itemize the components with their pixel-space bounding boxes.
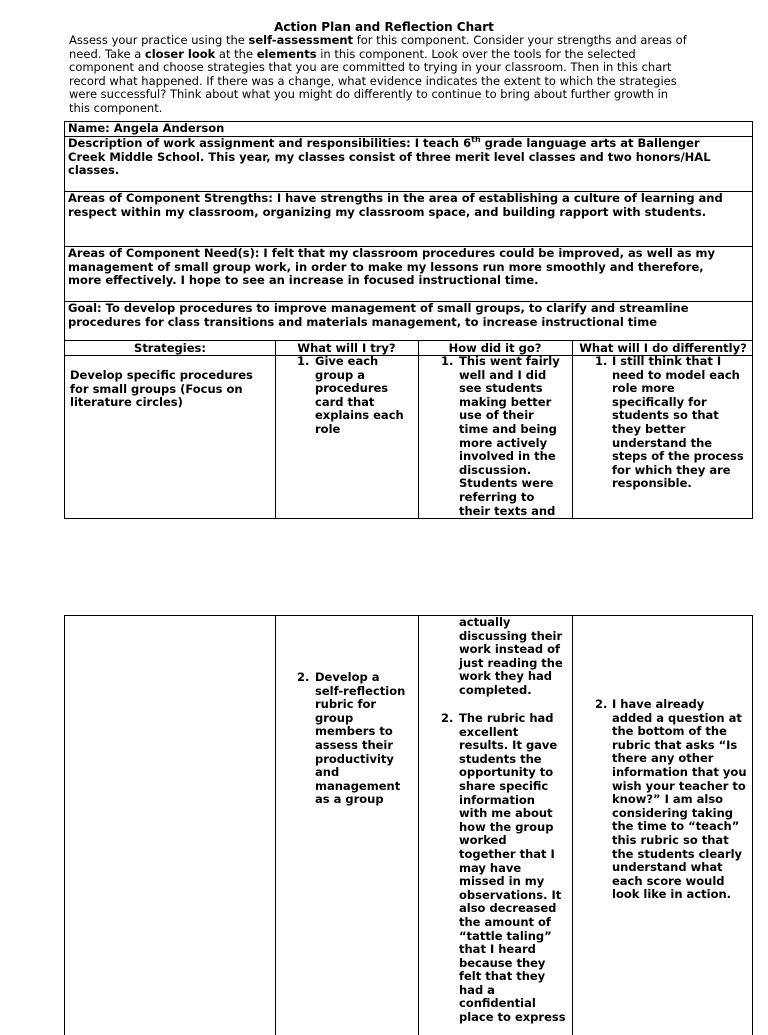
went-2-number: 2. [441,711,454,725]
diff-1-text: I still think that I need to model each role more specifically for students so that they better understand the steps of the process for which they are responsible. [612,354,744,491]
went-1-number: 1. [441,354,454,368]
try-1-number: 1. [297,354,310,368]
name-field: Name: Angela Anderson [68,121,225,135]
diff-1-number: 1. [595,354,608,368]
try-1-text: Give each group a procedures card that explains each role [315,354,404,436]
intro-paragraph: Assess your practice using the self-assessment for this component. Consider your strengths and areas of need. Take a closer look at the elements in this component. Look over the tools for the selected component and choose strategies that you are committed to trying in your classroom. Then in this chart record what happened. If there was a change, what evidence indicates the extent to which the strategies were successful? Think about what you might do differently to continue to bring about further growth in this component. [69,33,687,115]
try-2-text: Develop a self-reflection rubric for group members to assess their productivity and management as a group [315,670,406,807]
goal-field: Goal: To develop procedures to improve management of small groups, to clarify and streamline procedures for class transitions and materials management, to increase instructional time [65,301,752,342]
needs-field: Areas of Component Need(s): I felt that my classroom procedures could be improved, as well as my management of small group work, in order to make my lessons run more smoothly and therefore, more effectively. I hope to see an increase in focused instructional time. [65,246,752,301]
header-strategies: Strategies: [134,341,206,355]
reflection-form [64,121,753,341]
strategy-table [64,340,753,519]
header-how-did-it-go: How did it go? [448,341,542,355]
diff-2-text: I have already added a question at the bottom of the rubric that asks “Is there any other information that you wish your teacher to know?” I am also considering taking the time to “teach” this rubric so that the students clearly understand what each score would look like in action. [612,697,747,902]
went-1-text: This went fairly well and I did see students making better use of their time and being more actively involved in the discussion. Students were referring to their texts and [459,354,560,518]
strategy-text: Develop specific procedures for small groups (Focus on literature circles) [70,368,253,410]
header-what-will-i-do-differently: What will I do differently? [579,341,747,355]
went-1-continued-text: actually discussing their work instead of just reading the work they had completed. [459,615,563,697]
diff-2-number: 2. [595,697,608,711]
went-2-text: The rubric had excellent results. It gave students the opportunity to share specific information with me about how the group worked together that I may have missed in my observations. It also decreased the amount of “tattle taling” that I heard because they felt that they had a confidential place to express [459,711,566,1025]
header-what-will-i-try: What will I try? [297,341,396,355]
try-2-number: 2. [297,670,310,684]
page-title: Action Plan and Reflection Chart [274,20,494,34]
strengths-field: Areas of Component Strengths: I have strengths in the area of establishing a culture of learning and respect within my classroom, organizing my classroom space, and building rapport with students. [65,191,752,246]
description-field: Description of work assignment and responsibilities: I teach 6th grade language arts at Ballenger Creek Middle School. This year, my classes consist of three merit level classes and two honors/HAL classes. [65,136,752,191]
strategy-table-continued [64,615,753,1035]
